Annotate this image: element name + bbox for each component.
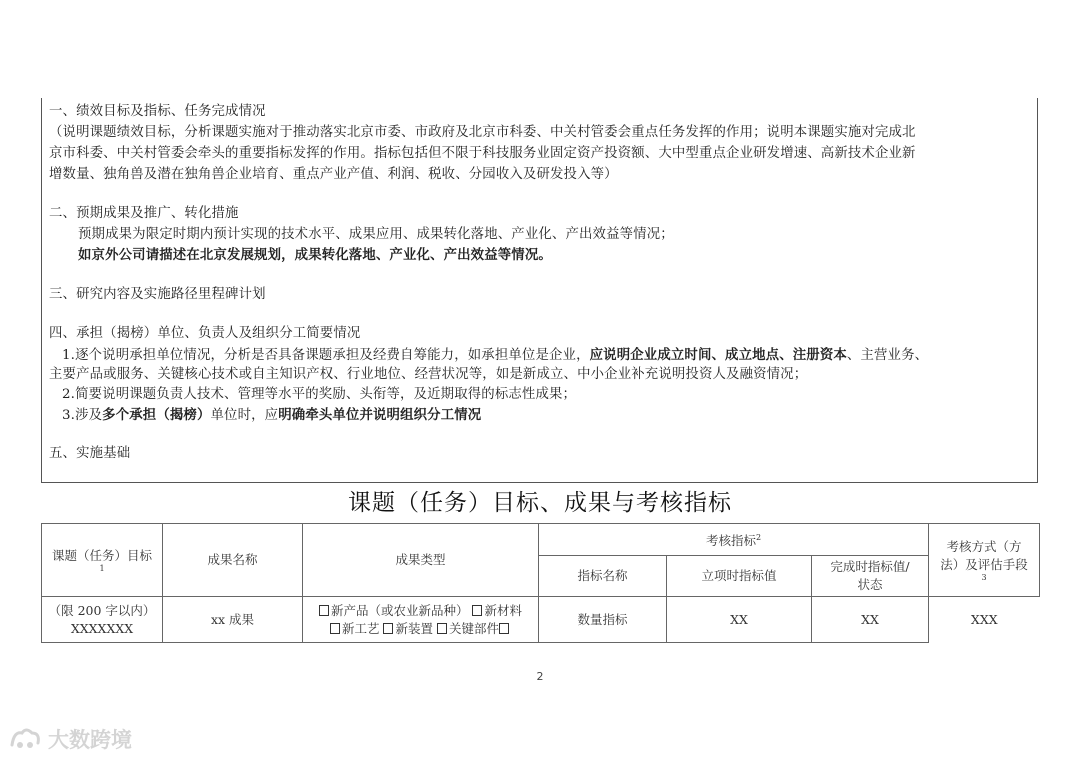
watermark-logo-icon (8, 725, 44, 753)
section4-item3 (62, 406, 481, 425)
cell-result-type (303, 597, 539, 643)
indicator-table (41, 523, 1040, 643)
checkbox-key-component[interactable]: 关键部件 (437, 621, 499, 636)
checkbox-icon (437, 623, 447, 634)
checkbox-icon[interactable] (499, 623, 509, 634)
section2-line-2: 如京外公司请描述在北京发展规划，成果转化落地、产业化、产出效益等情况。 (78, 247, 552, 263)
section4-item3-bold-2: 明确牵头单位并说明组织分工情况 (278, 407, 482, 423)
cell-goal: （限 200 字以内） XXXXXXX (42, 597, 163, 643)
section4-item3-text-a: 3.涉及 (62, 408, 103, 423)
section4-item1-line-1 (62, 346, 928, 365)
header-goal: 课题（任务）目标 1 (42, 524, 163, 597)
section4-heading: 四、承担（揭榜）单位、负责人及组织分工简要情况 (49, 326, 361, 341)
checkbox-new-product[interactable]: 新产品（或农业新品种） (319, 603, 469, 618)
section1-heading: 一、绩效目标及指标、任务完成情况 (49, 104, 266, 119)
section2-line-1: 预期成果为限定时期内预计实现的技术水平、成果应用、成果转化落地、产业化、产出效益等情况； (78, 227, 674, 242)
section1-line-2: 京市科委、中关村管委会牵头的重要指标发挥的作用。指标包括但不限于科技服务业固定资产投资额、大中型重点企业研发增速、高新技术企业新 (49, 146, 916, 161)
header-goal-note: 1 (99, 564, 105, 573)
section4-item1-text-a: 1.逐个说明承担单位情况，分析是否具备课题承担及经费自筹能力，如承担单位是企业， (62, 348, 590, 363)
header-result-type: 成果类型 (303, 524, 539, 597)
header-result-name: 成果名称 (163, 524, 303, 597)
section3-heading: 三、研究内容及实施路径里程碑计划 (49, 287, 266, 302)
section2-heading: 二、预期成果及推广、转化措施 (49, 206, 239, 221)
header-final-value: 完成时指标值/ 状态 (812, 556, 929, 597)
section4-item1-bold: 应说明企业成立时间、成立地点、注册资本 (589, 347, 847, 363)
page-number: 2 (536, 670, 544, 683)
section1-line-3: 增数量、独角兽及潜在独角兽企业培育、重点产业产值、利润、税收、分园收入及研发投入等） (49, 167, 618, 182)
table-row (42, 597, 1040, 643)
checkbox-new-material[interactable]: 新材料 (472, 603, 522, 618)
section4-item1-text-b: 、主营业务、 (846, 348, 929, 363)
header-method-note: 3 (981, 573, 987, 582)
header-method: 考核方式（方 法）及评估手段 3 (929, 524, 1040, 597)
cell-result-name: xx 成果 (163, 597, 303, 643)
cell-initial-value: XX (667, 597, 812, 643)
section1-line-1: （说明课题绩效目标，分析课题实施对于推动落实北京市委、市政府及北京市科委、中关村管委会重点任务发挥的作用；说明本课题实施对完成北 (49, 125, 916, 140)
checkbox-new-process[interactable]: 新工艺 (330, 621, 380, 636)
cell-final-value: XX (812, 597, 929, 643)
table-title: 课题（任务）目标、成果与考核指标 (348, 490, 732, 516)
cell-indicator-name: 数量指标 (539, 597, 667, 643)
checkbox-icon (383, 623, 393, 634)
checkbox-icon (472, 605, 482, 616)
checkbox-icon (319, 605, 329, 616)
section4-item3-bold-1: 多个承担（揭榜） (102, 407, 211, 423)
section4-item1-line-2: 主要产品或服务、关键核心技术或自主知识产权、行业地位、经营状况等，如是新成立、中小企业补充说明投资人及融资情况； (49, 367, 808, 382)
header-indicator-name: 指标名称 (539, 556, 667, 597)
watermark-text: 大数跨境 (48, 728, 132, 752)
section5-heading: 五、实施基础 (49, 446, 131, 461)
section4-item2: 2.简要说明课题负责人技术、管理等水平的奖励、头衔等，及近期取得的标志性成果； (62, 387, 577, 402)
header-indicator: 考核指标$^2$ (539, 524, 929, 556)
header-initial-value: 立项时指标值 (667, 556, 812, 597)
section4-item3-text-b: 单位时，应 (210, 408, 279, 423)
checkbox-icon (330, 623, 340, 634)
cell-method: XXX (929, 597, 1040, 643)
header-indicator-note: 2 (755, 532, 762, 542)
watermark (8, 722, 132, 756)
checkbox-new-device[interactable]: 新装置 (383, 621, 433, 636)
